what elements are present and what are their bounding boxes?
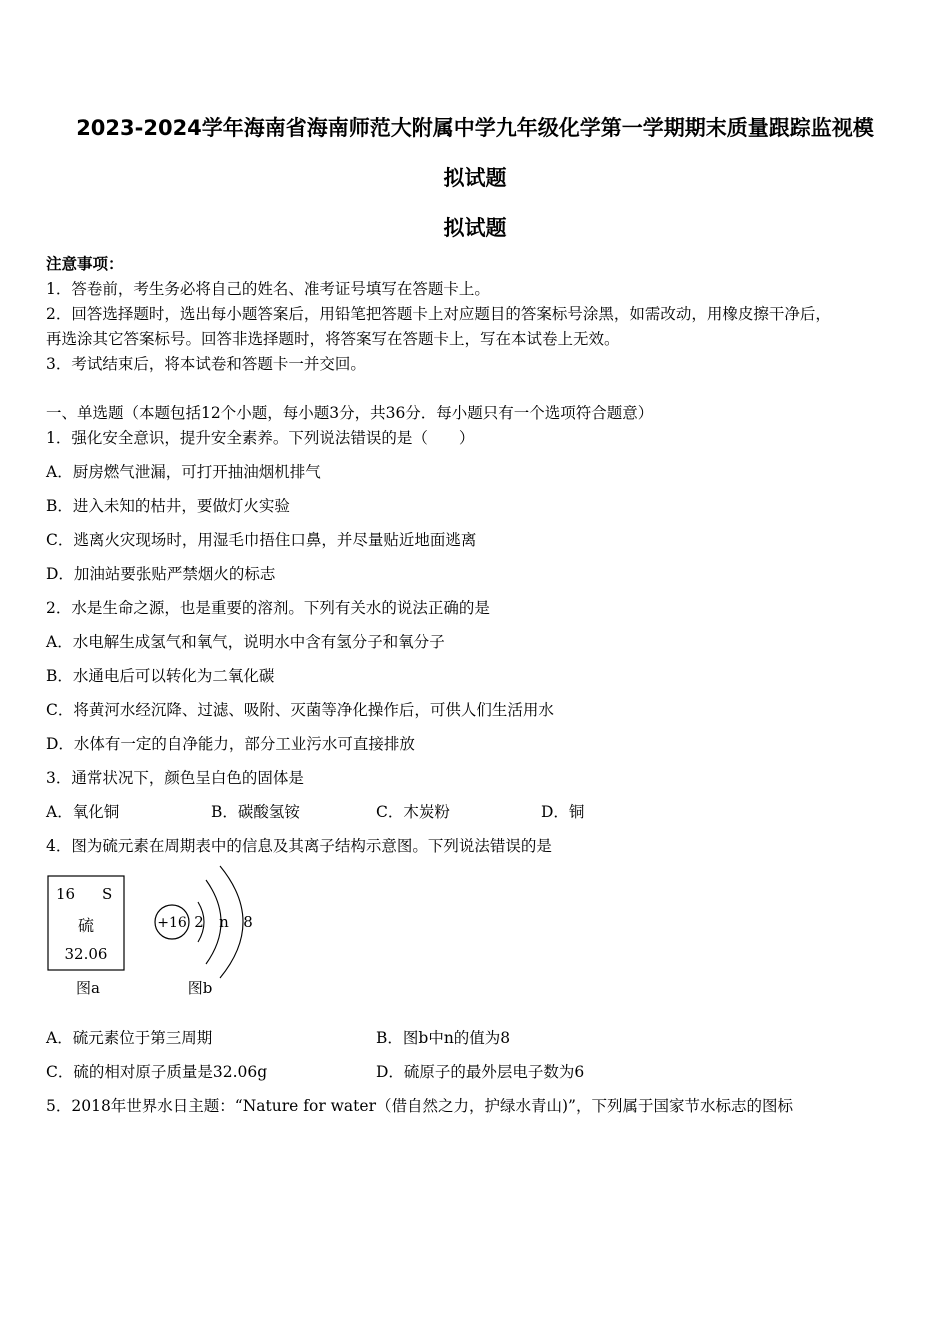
q4-option-c: C．硫的相对原子质量是32.06g	[46, 1063, 268, 1081]
atomic-mass: 32.06	[64, 945, 108, 963]
note-3: 3．考试结束后，将本试卷和答题卡一并交回。	[46, 355, 366, 373]
element-symbol: S	[102, 885, 113, 903]
q5-stem: 5．2018年世界水日主题：“Nature for water（借自然之力，护绿水青山)”，下列属于国家节水标志的图标	[46, 1097, 793, 1115]
atomic-number: 16	[56, 885, 76, 903]
q3-option-b: B．碳酸氢铵	[211, 803, 300, 821]
q1-option-b: B．进入未知的枯井，要做灯火实验	[46, 497, 290, 515]
section1-heading: 一、单选题（本题包括12个小题，每小题3分，共36分．每小题只有一个选项符合题意）	[46, 404, 654, 422]
nucleus-charge: +16	[157, 915, 187, 931]
note-1: 1．答卷前，考生务必将自己的姓名、准考证号填写在答题卡上。	[46, 280, 490, 298]
sulfur-element-card	[44, 872, 130, 1002]
note-2a: 2．回答选择题时，选出每小题答案后，用铅笔把答题卡上对应题目的答案标号涂黑，如需改动，用橡皮擦干净后，	[46, 305, 831, 323]
note-2b: 再选涂其它答案标号。回答非选择题时，将答案写在答题卡上，写在本试卷上无效。	[46, 330, 620, 348]
q4-stem: 4．图为硫元素在周期表中的信息及其离子结构示意图。下列说法错误的是	[46, 837, 552, 855]
q1-stem: 1．强化安全意识，提升安全素养。下列说法错误的是（ ）	[46, 429, 475, 447]
figure-b-caption: 图b	[187, 979, 213, 997]
q3-option-c: C．木炭粉	[376, 803, 450, 821]
doc-title-line1: 2023-2024学年海南省海南师范大附属中学九年级化学第一学期期末质量跟踪监视模	[76, 116, 874, 140]
notes-heading: 注意事项：	[46, 254, 124, 273]
q1-option-d: D．加油站要张贴严禁烟火的标志	[46, 565, 276, 583]
q3-stem: 3．通常状况下，颜色呈白色的固体是	[46, 769, 304, 787]
q4-option-b: B．图b中n的值为8	[376, 1029, 511, 1047]
doc-title-line2: 拟试题	[443, 166, 507, 190]
shell3-electrons: 8	[243, 913, 253, 931]
q4-option-a: A．硫元素位于第三周期	[46, 1029, 213, 1047]
q2-stem: 2．水是生命之源，也是重要的溶剂。下列有关水的说法正确的是	[46, 599, 490, 617]
q2-option-b: B．水通电后可以转化为二氧化碳	[46, 667, 275, 685]
sulfur-ion-structure-diagram	[148, 862, 268, 1002]
q4-option-d: D．硫原子的最外层电子数为6	[376, 1063, 585, 1081]
element-name: 硫	[77, 916, 95, 935]
q3-option-a: A．氧化铜	[46, 803, 120, 821]
q1-option-c: C．逃离火灾现场时，用湿毛巾捂住口鼻，并尽量贴近地面逃离	[46, 531, 477, 549]
shell2-electrons: n	[219, 913, 229, 931]
figure-a-caption: 图a	[76, 979, 100, 997]
shell1-electrons: 2	[194, 913, 204, 931]
q3-option-d: D．铜	[541, 803, 585, 821]
doc-title-line3: 拟试题	[443, 216, 507, 240]
q2-option-c: C．将黄河水经沉降、过滤、吸附、灭菌等净化操作后，可供人们生活用水	[46, 701, 554, 719]
q2-option-d: D．水体有一定的自净能力，部分工业污水可直接排放	[46, 735, 415, 753]
q1-option-a: A．厨房燃气泄漏，可打开抽油烟机排气	[46, 463, 321, 481]
q2-option-a: A．水电解生成氢气和氧气，说明水中含有氢分子和氧分子	[46, 633, 445, 651]
